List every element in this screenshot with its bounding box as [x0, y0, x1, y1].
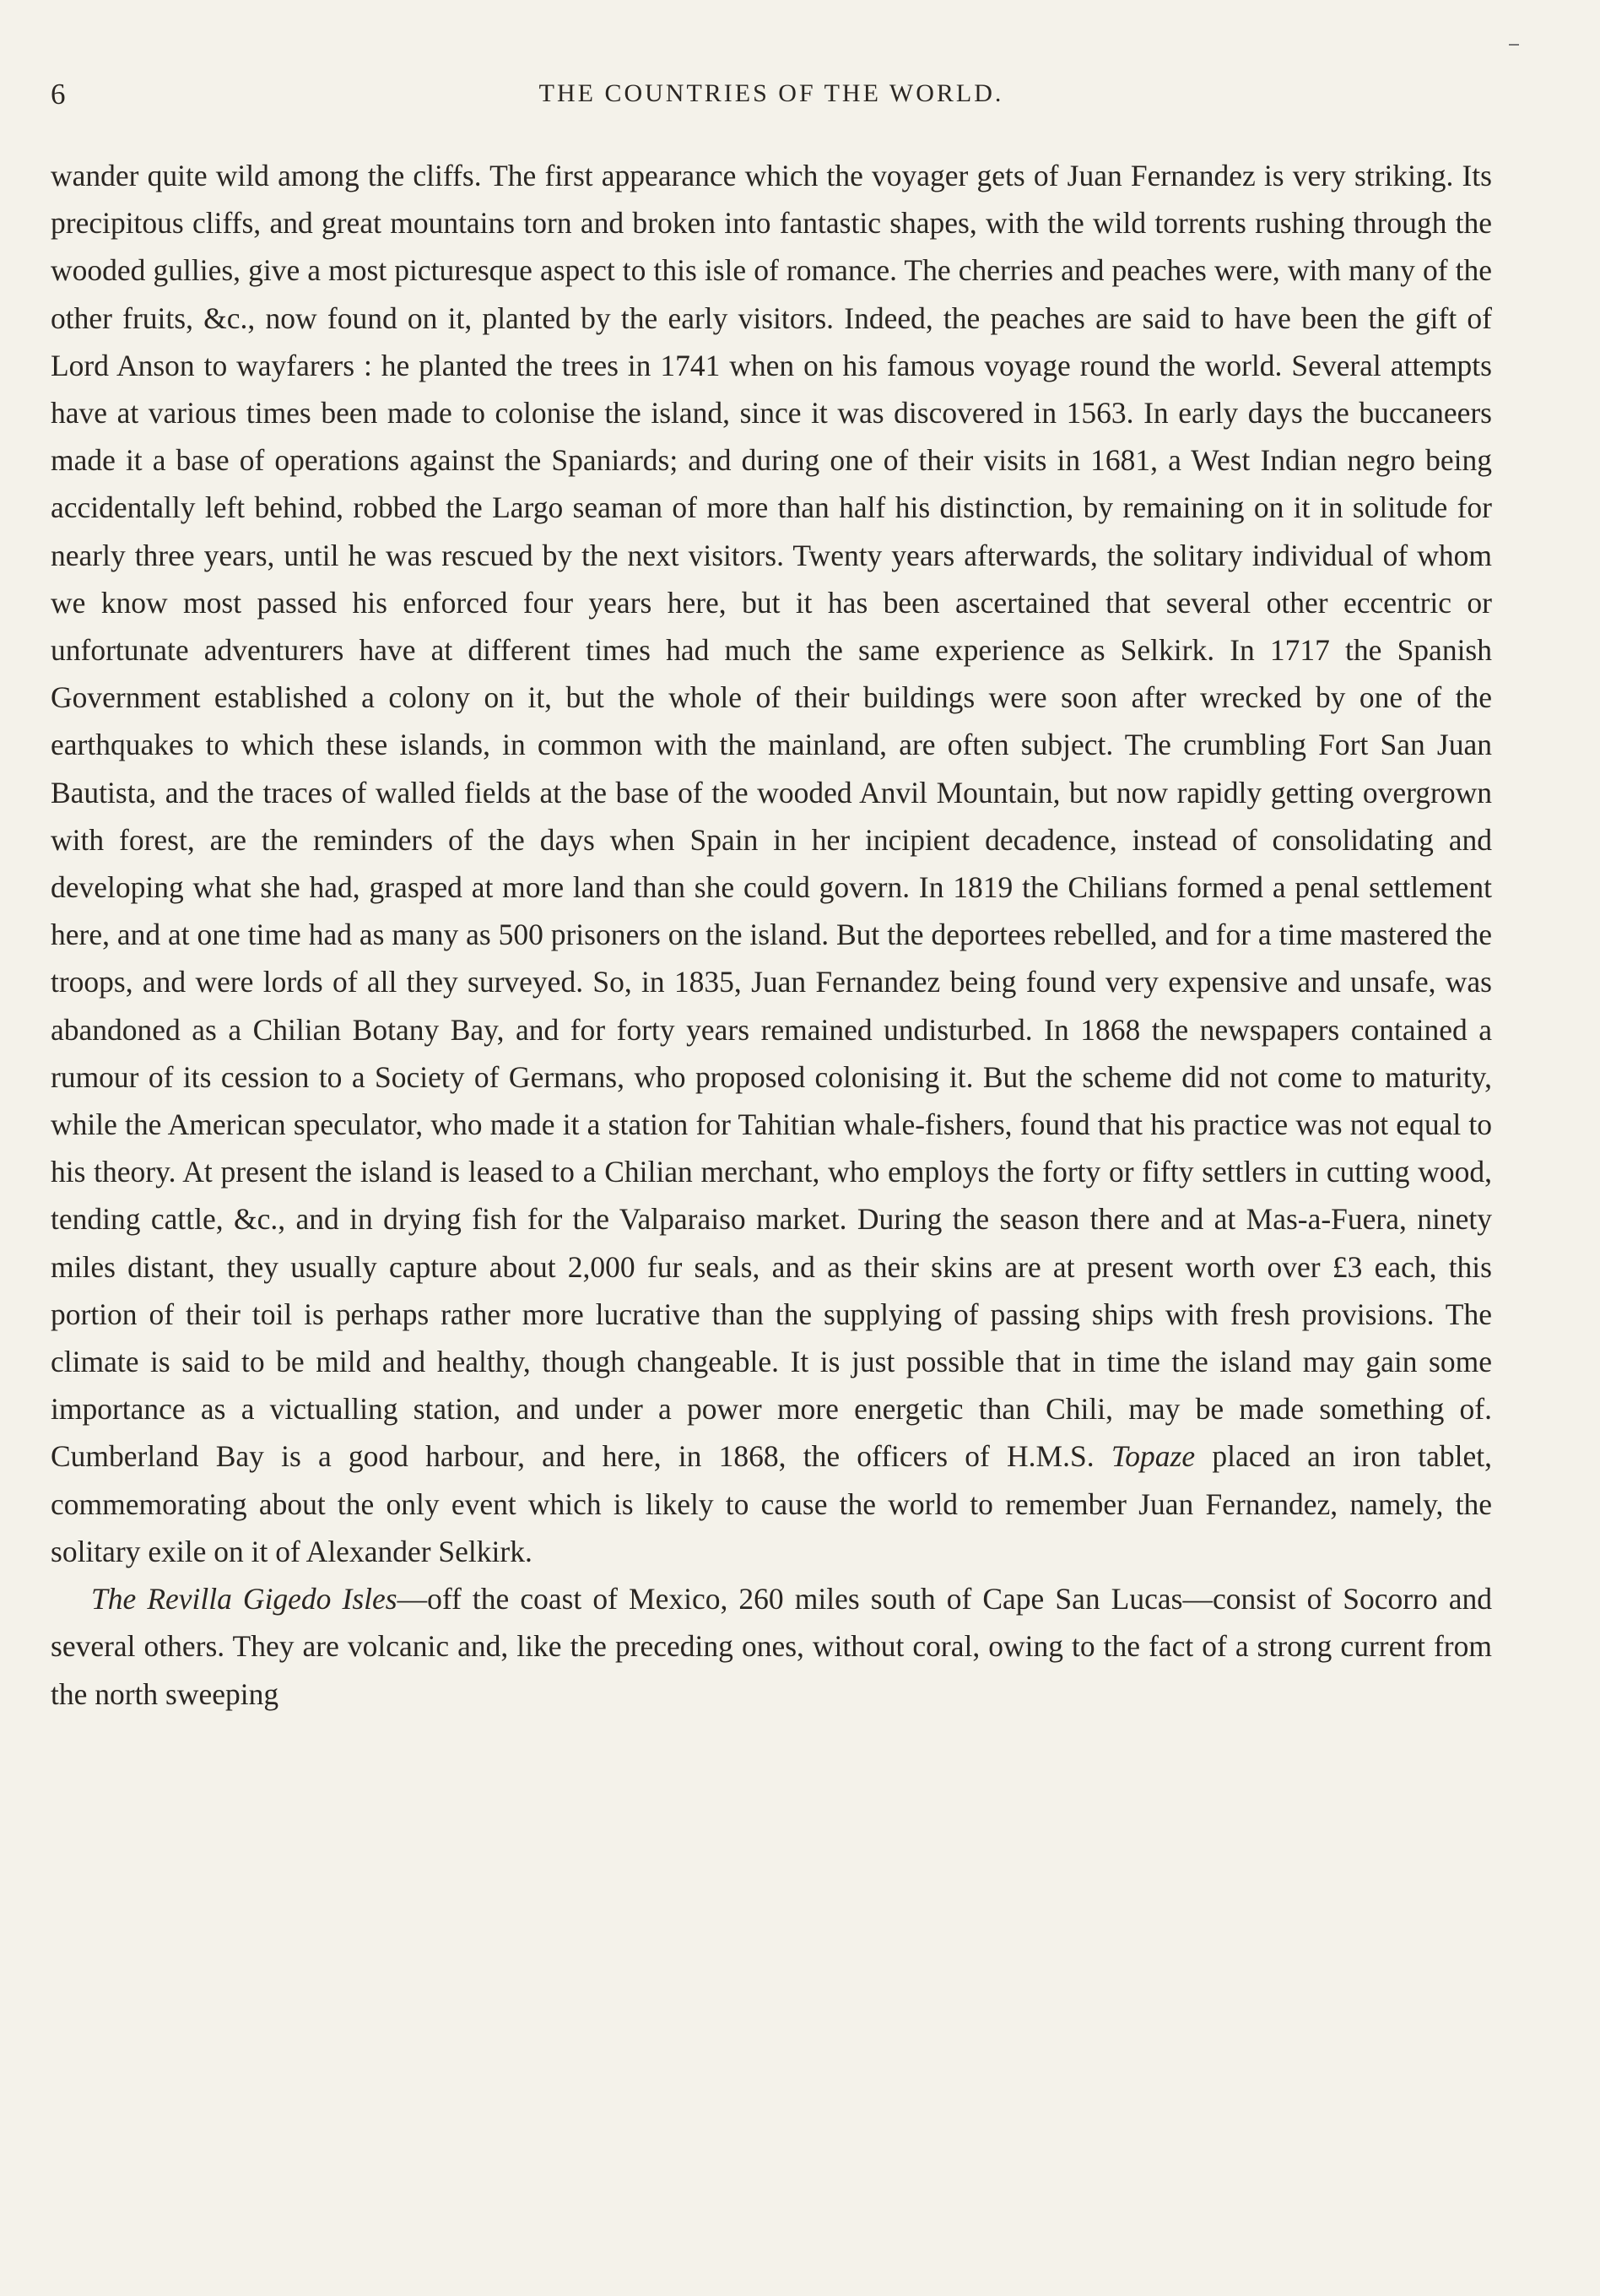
- margin-mark: [1509, 44, 1519, 46]
- body-text: [51, 152, 1492, 1718]
- paragraph-juan-fernandez: [51, 152, 1492, 1575]
- page-number: 6: [51, 78, 67, 111]
- paragraph-text-continued: —off the coast of Mexico, 260 miles south of Cape San Lucas—consist of Socorro and several others. They are volcanic and, like the preceding ones, without coral, owing to the fact of a strong current from the north sweeping: [51, 1582, 1492, 1711]
- paragraph-text: wander quite wild among the cliffs. The first appearance which the voyager gets of Juan Fernandez is very striking. Its precipitous cliffs, and great mountains torn and broken into fantastic shapes, with the wild torrents rushing through the wooded gullies, give a most picturesque aspect to this isle of romance. The cherries and peaches were, with many of the other fruits, &c., now found on it, planted by the early visitors. Indeed, the peaches are said to have been the gift of Lord Anson to wayfarers : he planted the trees in 1741 when on his famous voyage round the world. Several attempts have at various times been made to colonise the island, since it was discovered in 1563. In early days the buccaneers made it a base of operations against the Spaniards; and during one of their visits in 1681, a West Indian negro being accidentally left behind, robbed the Largo seaman of more than half his distinction, by remaining on it in solitude for nearly three years, until he was rescued by the next visitors. Twenty years afterwards, the solitary individual of whom we know most passed his enforced four years here, but it has been ascertained that several other eccentric or unfortunate adventurers have at different times had much the same experience as Selkirk. In 1717 the Spanish Government established a colony on it, but the whole of their buildings were soon after wrecked by one of the earthquakes to which these islands, in common with the mainland, are often subject. The crumbling Fort San Juan Bautista, and the traces of walled fields at the base of the wooded Anvil Mountain, but now rapidly getting overgrown with forest, are the reminders of the days when Spain in her incipient decadence, instead of consolidating and developing what she had, grasped at more land than she could govern. In 1819 the Chilians formed a penal settlement here, and at one time had as many as 500 prisoners on the island. But the deportees rebelled, and for a time mastered the troops, and were lords of all they surveyed. So, in 1835, Juan Fernandez being found very expensive and unsafe, was abandoned as a Chilian Botany Bay, and for forty years remained undisturbed. In 1868 the newspapers contained a rumour of its cession to a Society of Germans, who proposed colonising it. But the scheme did not come to maturity, while the American speculator, who made it a station for Tahitian whale-fishers, found that his practice was not equal to his theory. At present the island is leased to a Chilian merchant, who employs the forty or fifty settlers in cutting wood, tending cattle, &c., and in drying fish for the Valparaiso market. During the season there and at Mas-a-Fuera, ninety miles distant, they usually capture about 2,000 fur seals, and as their skins are at present worth over £3 each, this portion of their toil is perhaps rather more lucrative than the supplying of passing ships with fresh provisions. The climate is said to be mild and healthy, though changeable. It is just possible that in time the island may gain some importance as a victualling station, and under a power more energetic than Chili, may be made something of. Cumberland Bay is a good harbour, and here, in 1868, the officers of H.M.S.: [51, 159, 1492, 1474]
- section-lead: The Revilla Gigedo Isles: [91, 1582, 397, 1616]
- running-head: THE COUNTRIES OF THE WORLD.: [538, 79, 1004, 107]
- ship-name: Topaze: [1111, 1439, 1196, 1474]
- paragraph-revilla-gigedo: [51, 1575, 1492, 1718]
- page-header: [51, 78, 1492, 120]
- paragraph-text-continued: placed an iron tablet, commemorating about the only event which is likely to cause the world to remember Juan Fernandez, namely, the solitary exile on it of Alexander Selkirk.: [51, 1439, 1492, 1568]
